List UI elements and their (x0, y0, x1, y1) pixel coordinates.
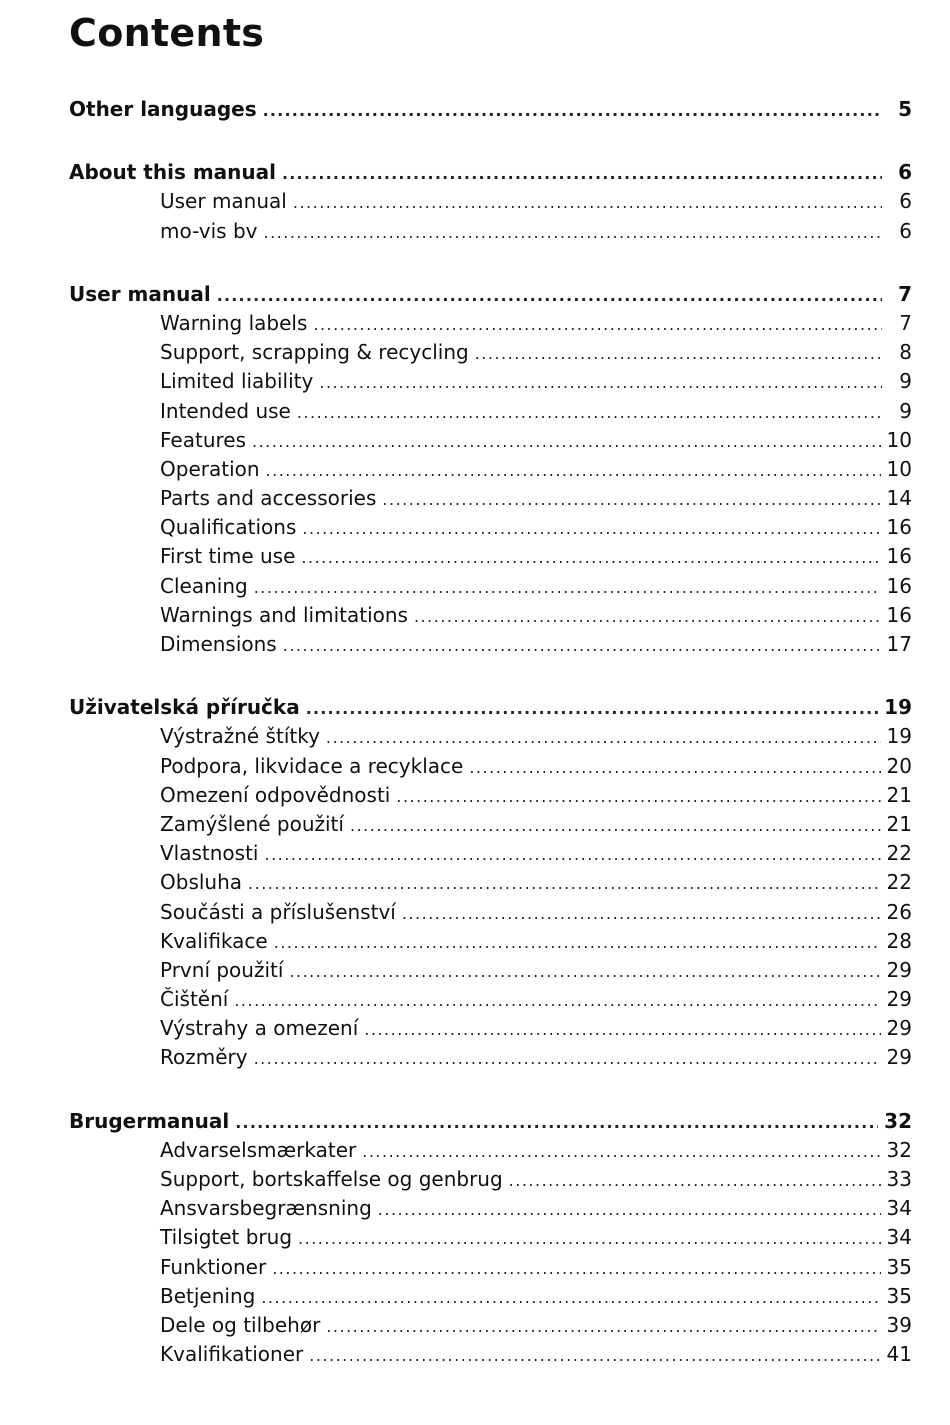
table-of-contents (69, 95, 912, 1403)
toc-page-number: 34 (886, 1196, 912, 1221)
dot-leader (248, 869, 881, 898)
toc-entry-label: Kvalifikace (160, 928, 268, 953)
toc-entry-label: Vlastnosti (160, 841, 259, 866)
toc-subentry[interactable] (69, 601, 912, 630)
dot-leader (265, 840, 881, 869)
toc-subentry[interactable] (69, 572, 912, 601)
toc-entry-label: Čištění (160, 987, 229, 1012)
toc-entry-label: Omezení odpovědnosti (160, 782, 391, 807)
toc-subentry[interactable] (69, 455, 912, 484)
toc-entry-label: Support, bortskaffelse og genbrug (160, 1167, 503, 1191)
toc-entry-label: Advarselsmærkater (160, 1137, 357, 1162)
dot-leader (302, 514, 880, 543)
toc-page-number: 19 (886, 724, 912, 749)
toc-entry-label: Uživatelská příručka (69, 695, 300, 720)
dot-leader (293, 188, 882, 217)
toc-page-number: 29 (886, 1045, 912, 1070)
dot-leader (475, 339, 882, 368)
toc-entry-label: Tilsigtet brug (160, 1225, 293, 1250)
dot-leader (326, 723, 881, 752)
toc-page-number: 9 (899, 369, 912, 394)
toc-page-number: 21 (886, 782, 912, 807)
toc-subentry[interactable] (69, 810, 912, 839)
toc-section-heading[interactable] (69, 95, 912, 124)
toc-subentry[interactable] (69, 1194, 912, 1223)
toc-subentry[interactable] (69, 868, 912, 897)
toc-entry-label: Výstrahy a omezení (160, 1016, 359, 1041)
toc-section (69, 280, 912, 659)
toc-subentry[interactable] (69, 781, 912, 810)
toc-entry-label: User manual (69, 281, 211, 306)
toc-entry-label: Qualifications (160, 515, 297, 540)
toc-subentry[interactable] (69, 397, 912, 426)
dot-leader (289, 957, 880, 986)
toc-entry-label: Intended use (160, 398, 291, 423)
toc-section-heading[interactable] (69, 693, 912, 722)
toc-page-number: 6 (899, 189, 912, 214)
toc-subentry[interactable] (69, 985, 912, 1014)
dot-leader (378, 1195, 881, 1224)
dot-leader (254, 1044, 881, 1073)
toc-subentry[interactable] (69, 542, 912, 571)
dot-leader (301, 543, 880, 572)
toc-entry-label: Operation (160, 456, 260, 481)
dot-leader (254, 573, 881, 602)
toc-page-number: 6 (898, 160, 912, 185)
toc-subentry[interactable] (69, 309, 912, 338)
dot-leader (217, 281, 882, 310)
toc-section (69, 1107, 912, 1370)
dot-leader (252, 427, 881, 456)
toc-subentry[interactable] (69, 1253, 912, 1282)
dot-leader (326, 1312, 880, 1341)
dot-leader (319, 368, 882, 397)
toc-page-number: 41 (886, 1342, 912, 1367)
toc-page-number: 20 (886, 753, 912, 778)
dot-leader (350, 811, 881, 840)
toc-entry-label: User manual (160, 189, 287, 214)
toc-page-number: 7 (898, 281, 912, 306)
toc-subentry[interactable] (69, 338, 912, 367)
toc-subentry[interactable] (69, 752, 912, 781)
toc-subentry[interactable] (69, 187, 912, 216)
dot-leader (402, 899, 881, 928)
toc-section (69, 158, 912, 246)
toc-entry-label: Ansvarsbegrænsning (160, 1196, 372, 1221)
toc-page-number: 16 (886, 515, 912, 540)
toc-entry-label: Dele og tilbehør (160, 1312, 321, 1337)
toc-subentry[interactable] (69, 630, 912, 659)
dot-leader (274, 928, 881, 957)
toc-page-number: 16 (886, 602, 912, 627)
toc-entry-label: Features (160, 427, 246, 452)
toc-entry-label: Zamýšlené použití (160, 811, 344, 836)
toc-entry-label: Brugermanual (69, 1108, 230, 1133)
dot-leader (283, 631, 881, 660)
toc-subentry[interactable] (69, 1014, 912, 1043)
toc-page-number: 8 (899, 340, 912, 365)
toc-entry-label: Parts and accessories (160, 486, 377, 511)
dot-leader (298, 1224, 881, 1253)
dot-leader (362, 1137, 880, 1166)
dot-leader (306, 694, 878, 723)
toc-entry-label: Obsluha (160, 870, 243, 895)
toc-subentry[interactable] (69, 927, 912, 956)
toc-entry-label: Funktioner (160, 1254, 267, 1279)
dot-leader (282, 159, 882, 188)
page-title: Contents (69, 11, 265, 55)
toc-page-number: 6 (899, 218, 912, 243)
toc-page-number: 22 (886, 841, 912, 866)
dot-leader (396, 782, 880, 811)
toc-entry-label: Warning labels (160, 310, 308, 335)
toc-page-number: 22 (886, 870, 912, 895)
toc-section-heading[interactable] (69, 280, 912, 309)
dot-leader (509, 1166, 881, 1195)
toc-entry-label: Betjening (160, 1283, 256, 1308)
toc-page-number: 26 (886, 899, 912, 924)
toc-page-number: 17 (886, 632, 912, 656)
dot-leader (272, 1254, 880, 1283)
toc-entry-label: About this manual (69, 160, 276, 185)
dot-leader (235, 1108, 878, 1137)
toc-page-number: 35 (886, 1283, 912, 1308)
toc-subentry[interactable] (69, 839, 912, 868)
toc-subentry[interactable] (69, 1136, 912, 1165)
toc-page-number: 35 (886, 1254, 912, 1279)
toc-subentry[interactable] (69, 1043, 912, 1072)
toc-subentry[interactable] (69, 1340, 912, 1369)
toc-page-number: 16 (886, 544, 912, 569)
toc-page-number: 29 (886, 957, 912, 982)
toc-subentry[interactable] (69, 722, 912, 751)
dot-leader (364, 1015, 880, 1044)
dot-leader (261, 1283, 880, 1312)
toc-entry-label: Limited liability (160, 369, 314, 394)
toc-section-heading[interactable] (69, 158, 912, 187)
toc-page-number: 16 (886, 573, 912, 598)
toc-page-number: 28 (886, 928, 912, 953)
toc-page-number: 29 (886, 987, 912, 1012)
toc-entry-label: Warnings and limitations (160, 602, 408, 627)
toc-subentry[interactable] (69, 484, 912, 513)
dot-leader (382, 485, 880, 514)
toc-subentry[interactable] (69, 367, 912, 396)
toc-page-number: 33 (886, 1167, 912, 1191)
toc-entry-label: mo-vis bv (160, 218, 258, 243)
toc-subentry[interactable] (69, 1165, 912, 1194)
toc-entry-label: Support, scrapping & recycling (160, 340, 469, 365)
dot-leader (263, 218, 882, 247)
toc-section-heading[interactable] (69, 1107, 912, 1136)
dot-leader (297, 398, 882, 427)
toc-entry-label: Cleaning (160, 573, 248, 598)
toc-page-number: 10 (886, 427, 912, 452)
toc-entry-label: Výstražné štítky (160, 724, 320, 749)
toc-subentry[interactable] (69, 898, 912, 927)
toc-subentry[interactable] (69, 217, 912, 246)
toc-entry-label: Other languages (69, 97, 257, 121)
toc-page-number: 39 (886, 1312, 912, 1337)
toc-page-number: 32 (886, 1137, 912, 1162)
toc-page-number: 14 (886, 486, 912, 511)
dot-leader (266, 456, 881, 485)
toc-entry-label: Kvalifikationer (160, 1342, 304, 1367)
toc-page-number: 5 (898, 97, 912, 121)
toc-page-number: 29 (886, 1016, 912, 1041)
toc-section (69, 95, 912, 124)
toc-page-number: 10 (886, 456, 912, 481)
toc-page-number: 7 (899, 310, 912, 335)
dot-leader (309, 1341, 880, 1370)
toc-page-number: 19 (884, 695, 912, 720)
toc-subentry[interactable] (69, 426, 912, 455)
toc-entry-label: První použití (160, 957, 284, 982)
toc-entry-label: Rozměry (160, 1045, 248, 1070)
toc-page-number: 21 (886, 811, 912, 836)
toc-subentry[interactable] (69, 956, 912, 985)
toc-page-number: 34 (886, 1225, 912, 1250)
dot-leader (263, 96, 882, 125)
toc-page-number: 32 (884, 1108, 912, 1133)
toc-subentry[interactable] (69, 1223, 912, 1252)
toc-subentry[interactable] (69, 1282, 912, 1311)
toc-entry-label: Podpora, likvidace a recyklace (160, 753, 464, 778)
toc-subentry[interactable] (69, 1311, 912, 1340)
toc-entry-label: Dimensions (160, 632, 277, 656)
dot-leader (313, 310, 882, 339)
toc-subentry[interactable] (69, 513, 912, 542)
toc-page-number: 9 (899, 398, 912, 423)
toc-entry-label: Součásti a příslušenství (160, 899, 396, 924)
toc-entry-label: First time use (160, 544, 296, 569)
dot-leader (469, 753, 880, 782)
dot-leader (234, 986, 880, 1015)
toc-section (69, 693, 912, 1072)
dot-leader (414, 602, 881, 631)
